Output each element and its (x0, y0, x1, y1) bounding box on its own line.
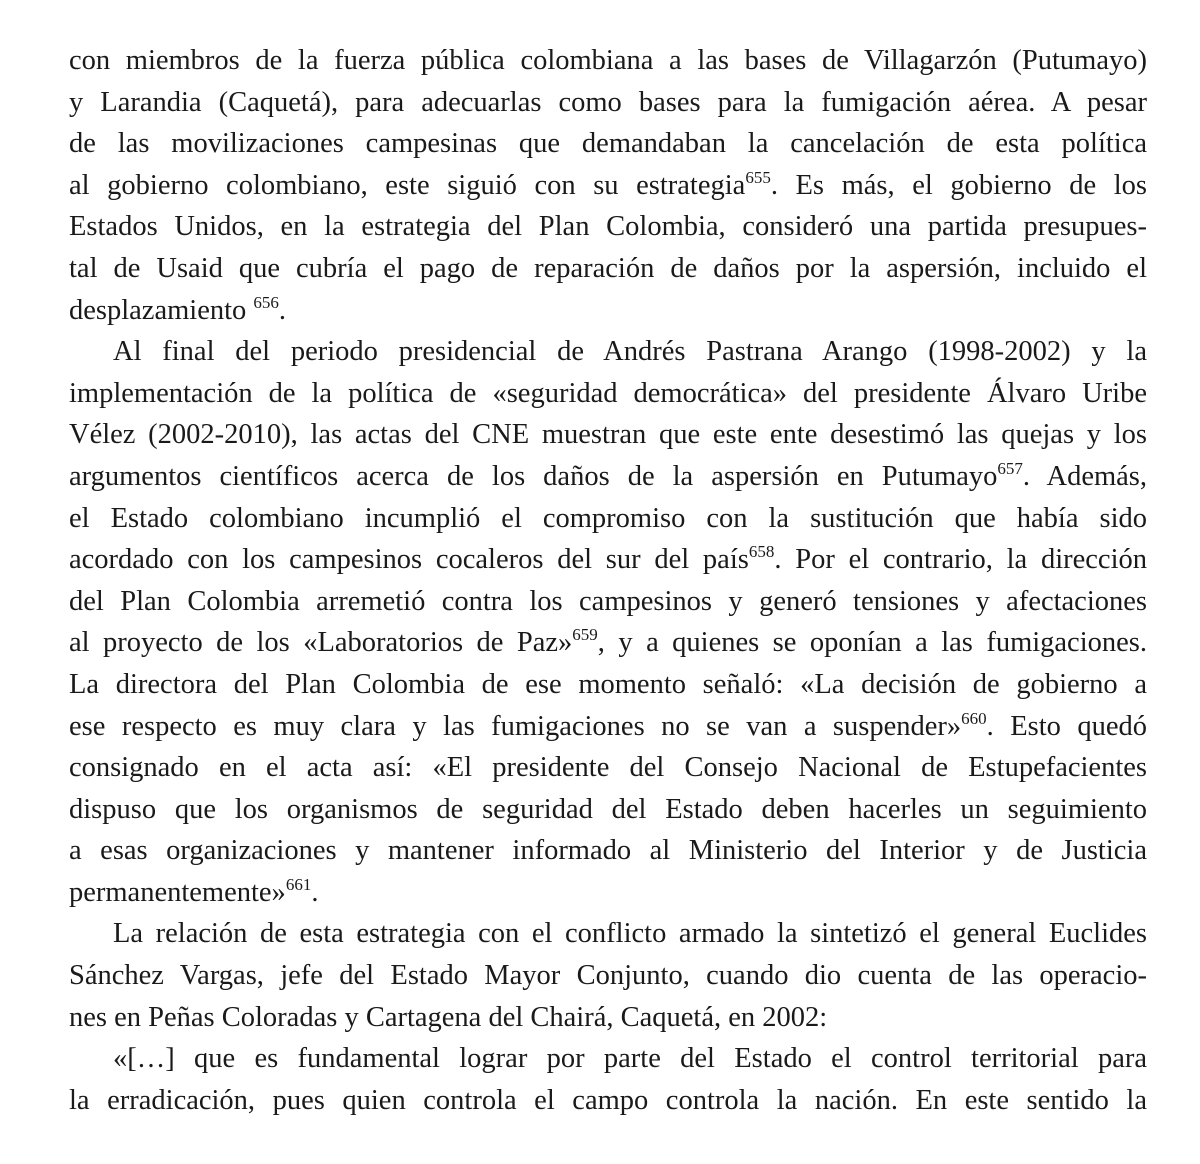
paragraph-p3 (69, 913, 1147, 1038)
text-line (69, 830, 1147, 872)
text-line (69, 40, 1147, 82)
paragraph-p1 (69, 40, 1147, 331)
line-text: ese respecto es muy clara y las fumigaciones no se van a suspender» (69, 710, 962, 742)
text-line (69, 1038, 1147, 1080)
line-text: y Larandia (Caquetá), para adecuarlas como bases para la fumigación aérea. A pesar (69, 86, 1147, 118)
text-line (69, 913, 1147, 955)
footnote-marker[interactable]: 656 (253, 292, 279, 312)
line-text: de las movilizaciones campesinas que demandaban la cancelación de esta política (69, 128, 1147, 160)
text-line (69, 539, 1147, 581)
text-line (69, 456, 1147, 498)
footnote-marker[interactable]: 659 (572, 625, 598, 645)
line-text: Vélez (2002-2010), las actas del CNE muestran que este ente desestimó las quejas y los (69, 419, 1147, 451)
text-line (69, 706, 1147, 748)
line-text: «[…] que es fundamental lograr por parte del Estado el control territorial para (113, 1043, 1147, 1075)
text-line (69, 664, 1147, 706)
text-line (69, 248, 1147, 290)
text-line (69, 747, 1147, 789)
text-line (69, 622, 1147, 664)
text-line (69, 123, 1147, 165)
line-text-continued: . (278, 294, 287, 326)
line-text: con miembros de la fuerza pública colombiana a las bases de Villagarzón (Putumayo) (69, 45, 1147, 76)
line-text: argumentos científicos acerca de los daños de la aspersión en Putumayo (69, 460, 998, 492)
paragraph-p2 (69, 331, 1147, 913)
line-text: la erradicación, pues quien controla el campo controla la nación. En este sentido la (69, 1084, 1147, 1116)
footnote-marker[interactable]: 657 (997, 458, 1023, 478)
line-text: a esas organizaciones y mantener informado al Ministerio del Interior y de Justicia (69, 835, 1147, 867)
line-text: consignado en el acta así: «El presidente del Consejo Nacional de Estupefacientes (69, 752, 1147, 784)
footnote-marker[interactable]: 655 (745, 167, 771, 187)
line-text: Al final del periodo presidencial de Andrés Pastrana Arango (1998-2002) y la (113, 336, 1147, 368)
line-text-continued: . Esto quedó (986, 710, 1147, 742)
text-line (69, 1080, 1147, 1122)
text-line (69, 290, 1147, 332)
line-text-continued: . (311, 876, 319, 908)
text-line (69, 331, 1147, 373)
text-line (69, 498, 1147, 540)
line-text: Sánchez Vargas, jefe del Estado Mayor Conjunto, cuando dio cuenta de las operacio- (69, 960, 1147, 992)
line-text-continued: . Por el contrario, la dirección (774, 544, 1147, 576)
line-text: implementación de la política de «seguridad democrática» del presidente Álvaro Uribe (69, 377, 1147, 409)
text-line (69, 414, 1147, 456)
text-line (69, 955, 1147, 997)
text-line (69, 581, 1147, 623)
text-line (69, 872, 1147, 914)
paragraph-p4 (69, 1038, 1147, 1121)
line-text: La relación de esta estrategia con el conflicto armado la sintetizó el general Euclides (113, 918, 1147, 950)
line-text-continued: . Además, (1022, 460, 1147, 492)
line-text: del Plan Colombia arremetió contra los campesinos y generó tensiones y afectaciones (69, 585, 1147, 617)
line-text: tal de Usaid que cubría el pago de reparación de daños por la aspersión, incluido el (69, 252, 1147, 284)
line-text: al proyecto de los «Laboratorios de Paz» (69, 627, 573, 659)
line-text: La directora del Plan Colombia de ese momento señaló: «La decisión de gobierno a (69, 668, 1147, 700)
line-text: al gobierno colombiano, este siguió con su estrategia (69, 169, 746, 201)
footnote-marker[interactable]: 658 (748, 542, 775, 562)
line-text: Estados Unidos, en la estrategia del Plan Colombia, consideró una partida presupues- (69, 211, 1147, 243)
text-line (69, 789, 1147, 831)
text-line (69, 373, 1147, 415)
text-line (69, 997, 1147, 1039)
text-line (69, 82, 1147, 124)
line-text: nes en Peñas Coloradas y Cartagena del Chairá, Caquetá, en 2002: (69, 1001, 828, 1033)
footnote-marker[interactable]: 661 (285, 874, 312, 894)
line-text: desplazamiento (69, 294, 254, 326)
line-text-continued: , y a quienes se oponían a las fumigaciones. (597, 627, 1147, 659)
footnote-marker[interactable]: 660 (961, 708, 987, 728)
line-text: permanentemente» (69, 876, 286, 908)
line-text-continued: . Es más, el gobierno de los (770, 169, 1148, 201)
text-line (69, 206, 1147, 248)
line-text: dispuso que los organismos de seguridad del Estado deben hacerles un seguimiento (69, 793, 1147, 825)
document-page (69, 40, 1147, 1121)
text-line (69, 165, 1147, 207)
line-text: acordado con los campesinos cocaleros del sur del país (69, 544, 749, 576)
line-text: el Estado colombiano incumplió el compromiso con la sustitución que había sido (69, 502, 1147, 534)
